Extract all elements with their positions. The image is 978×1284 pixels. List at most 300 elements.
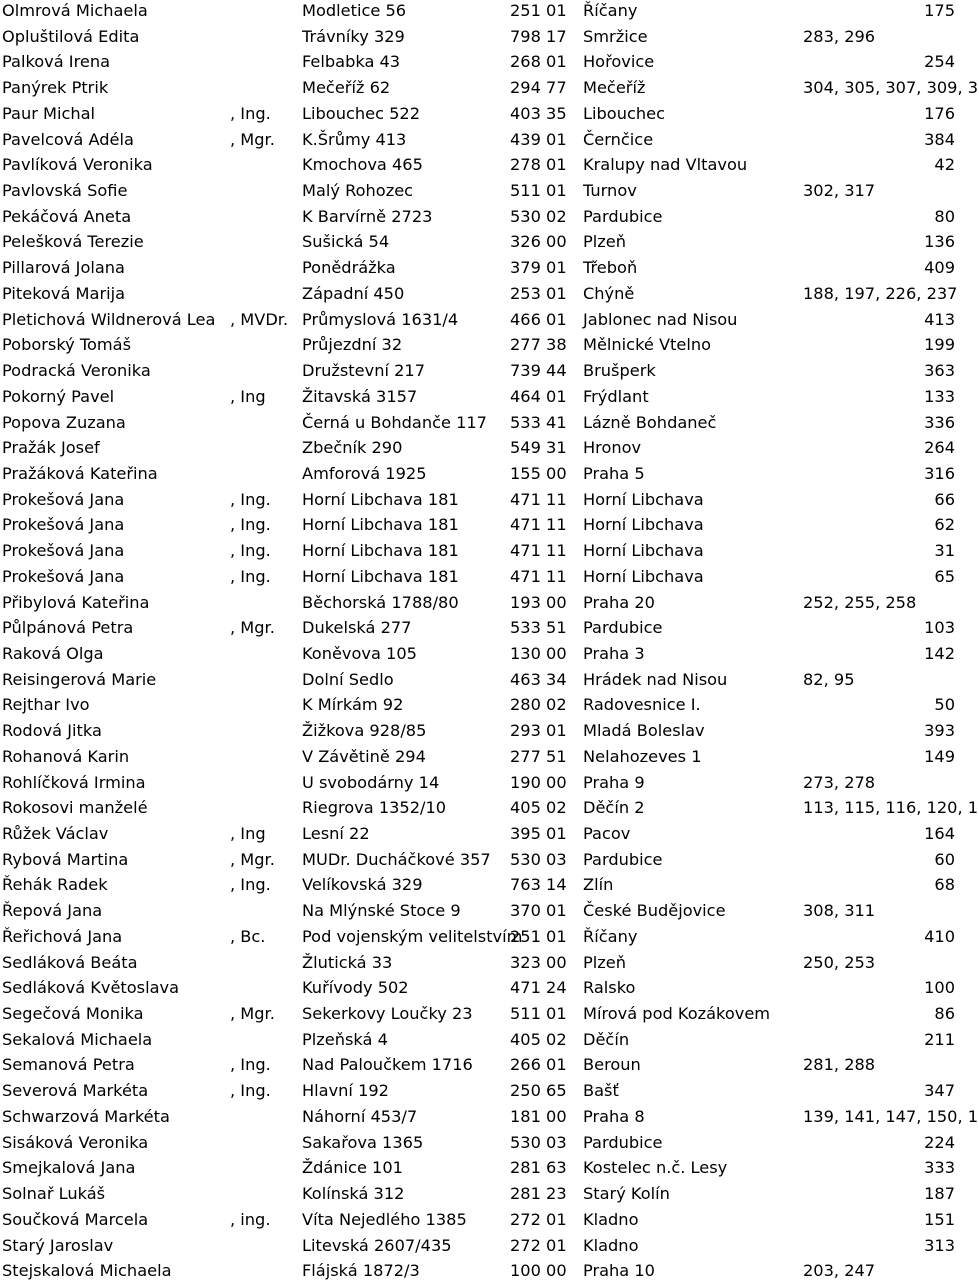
list-row (0, 127, 960, 153)
person-name: Pavlovská Sofie (2, 181, 128, 201)
list-row (0, 152, 960, 178)
street-address: Sušická 54 (302, 232, 390, 252)
page-numbers: 139, 141, 147, 150, 1 (803, 1106, 978, 1126)
page-numbers: 363 (924, 361, 955, 381)
postal-code: 250 65 (510, 1081, 567, 1101)
street-address: Koněvova 105 (302, 643, 417, 663)
list-row (0, 847, 960, 873)
academic-title (230, 975, 302, 1001)
postal-code: 471 24 (510, 978, 567, 998)
street-address: MUDr. Ducháčkové 357 (302, 849, 491, 869)
page-numbers: 187 (924, 1184, 955, 1204)
street-address: Flájská 1872/3 (302, 1261, 420, 1281)
page-numbers: 68 (934, 875, 955, 895)
person-name: Řepová Jana (2, 901, 103, 921)
street-address: Nad Paloučkem 1716 (302, 1055, 473, 1075)
person-name: Pražák Josef (2, 438, 100, 458)
academic-title (230, 178, 302, 204)
street-address: Libouchec 522 (302, 103, 421, 123)
academic-title (230, 255, 302, 281)
street-address: Amforová 1925 (302, 463, 427, 483)
academic-title: , Mgr. (230, 1004, 275, 1024)
city-name: Hořovice (583, 52, 655, 72)
postal-code: 272 01 (510, 1235, 567, 1255)
street-address: Horní Libchava 181 (302, 566, 459, 586)
list-row (0, 487, 960, 513)
page-numbers: 347 (924, 1081, 955, 1101)
street-address: Horní Libchava 181 (302, 541, 459, 561)
list-row (0, 615, 960, 641)
list-row (0, 435, 960, 461)
page-numbers: 283, 296 (803, 26, 876, 46)
postal-code: 253 01 (510, 283, 567, 303)
academic-title: , Ing (230, 386, 266, 406)
street-address: Žlutická 33 (302, 952, 393, 972)
city-name: Praha 20 (583, 592, 655, 612)
person-name: Prokešová Jana (2, 541, 125, 561)
postal-code: 405 02 (510, 1029, 567, 1049)
person-name: Prokešová Jana (2, 515, 125, 535)
street-address: K Mírkám 92 (302, 695, 404, 715)
list-row (0, 1052, 960, 1078)
page-numbers: 413 (924, 309, 955, 329)
academic-title (230, 152, 302, 178)
list-row (0, 692, 960, 718)
city-name: Chýně (583, 283, 635, 303)
page-numbers: 113, 115, 116, 120, 1 (803, 798, 978, 818)
academic-title (230, 229, 302, 255)
city-name: Říčany (583, 926, 638, 946)
list-row (0, 410, 960, 436)
city-name: Bašť (583, 1081, 619, 1101)
academic-title (230, 281, 302, 307)
postal-code: 379 01 (510, 258, 567, 278)
street-address: Na Mlýnské Stoce 9 (302, 901, 461, 921)
page-numbers: 250, 253 (803, 952, 876, 972)
street-address: Malý Rohozec (302, 181, 414, 201)
city-name: Černčice (583, 129, 654, 149)
city-name: Radovesnice I. (583, 695, 701, 715)
street-address: Mečeříž 62 (302, 78, 391, 98)
person-name: Rodová Jitka (2, 721, 102, 741)
postal-code: 405 02 (510, 798, 567, 818)
academic-title (230, 358, 302, 384)
academic-title (230, 1027, 302, 1053)
person-name: Sedláková Beáta (2, 952, 138, 972)
city-name: Mladá Boleslav (583, 721, 705, 741)
city-name: Brušperk (583, 361, 656, 381)
person-name: Rybová Martina (2, 849, 129, 869)
list-row (0, 538, 960, 564)
street-address: Felbabka 43 (302, 52, 401, 72)
city-name: Smržice (583, 26, 648, 46)
academic-title: , Ing. (230, 515, 271, 535)
list-row (0, 872, 960, 898)
list-row (0, 75, 978, 101)
person-name: Pekáčová Aneta (2, 206, 132, 226)
academic-title: , Mgr. (230, 849, 275, 869)
street-address: Kolínská 312 (302, 1184, 405, 1204)
postal-code: 294 77 (510, 78, 567, 98)
postal-code: 763 14 (510, 875, 567, 895)
list-row (0, 950, 960, 976)
postal-code: 130 00 (510, 643, 567, 663)
person-name: Segečová Monika (2, 1004, 144, 1024)
list-row (0, 564, 960, 590)
street-address: Ponědrážka (302, 258, 396, 278)
person-name: Starý Jaroslav (2, 1235, 114, 1255)
city-name: Beroun (583, 1055, 641, 1075)
street-address: Víta Nejedlého 1385 (302, 1209, 467, 1229)
postal-code: 549 31 (510, 438, 567, 458)
person-name: Rohanová Karin (2, 746, 130, 766)
person-name: Půlpánová Petra (2, 618, 134, 638)
academic-title: , Mgr. (230, 129, 275, 149)
city-name: Pacov (583, 824, 631, 843)
street-address: Horní Libchava 181 (302, 515, 459, 535)
list-row (0, 898, 960, 924)
postal-code: 326 00 (510, 232, 567, 252)
street-address: Západní 450 (302, 283, 405, 303)
page-numbers: 42 (934, 155, 955, 175)
page-numbers: 410 (924, 926, 955, 946)
academic-title (230, 1104, 302, 1130)
city-name: Frýdlant (583, 386, 649, 406)
city-name: Mělnické Vtelno (583, 335, 712, 355)
city-name: Kladno (583, 1235, 639, 1255)
academic-title (230, 1155, 302, 1181)
street-address: K.Šrůmy 413 (302, 129, 407, 149)
person-name: Solnař Lukáš (2, 1184, 106, 1204)
list-row (0, 1258, 960, 1284)
academic-title: , Ing. (230, 1055, 271, 1075)
academic-title (230, 898, 302, 924)
list-row (0, 461, 960, 487)
postal-code: 395 01 (510, 824, 567, 843)
page-numbers: 333 (924, 1158, 955, 1178)
page-numbers: 254 (924, 52, 955, 72)
person-name: Přibylová Kateřina (2, 592, 150, 612)
academic-title (230, 667, 302, 693)
city-name: Mečeříž (583, 78, 646, 98)
street-address: K Barvírně 2723 (302, 206, 433, 226)
page-numbers: 409 (924, 258, 955, 278)
academic-title (230, 24, 302, 50)
postal-code: 530 02 (510, 206, 567, 226)
postal-code: 471 11 (510, 515, 567, 535)
page-numbers: 203, 247 (803, 1261, 876, 1281)
page-numbers: 393 (924, 721, 955, 741)
street-address: Dolní Sedlo (302, 669, 394, 689)
street-address: Dukelská 277 (302, 618, 412, 638)
postal-code: 530 03 (510, 849, 567, 869)
list-row (0, 1181, 960, 1207)
list-row (0, 101, 960, 127)
page-numbers: 149 (924, 746, 955, 766)
academic-title (230, 410, 302, 436)
person-name: Podracká Veronika (2, 361, 151, 381)
street-address: Žižkova 928/85 (302, 721, 427, 741)
academic-title (230, 0, 302, 24)
page-numbers: 313 (924, 1235, 955, 1255)
street-address: Průmyslová 1631/4 (302, 309, 459, 329)
street-address: Litevská 2607/435 (302, 1235, 452, 1255)
list-row (0, 1078, 960, 1104)
person-name: Schwarzová Markéta (2, 1106, 170, 1126)
person-name: Rokosovi manželé (2, 798, 148, 818)
list-row (0, 667, 960, 693)
person-name: Rohlíčková Irmina (2, 772, 146, 792)
academic-title: , MVDr. (230, 309, 289, 329)
street-address: Kmochova 465 (302, 155, 423, 175)
city-name: Děčín (583, 1029, 630, 1049)
list-row (0, 924, 960, 950)
city-name: Plzeň (583, 232, 626, 252)
postal-code: 268 01 (510, 52, 567, 72)
postal-code: 280 02 (510, 695, 567, 715)
person-name: Součková Marcela (2, 1209, 149, 1229)
page-numbers: 308, 311 (803, 901, 876, 921)
city-name: Kostelec n.č. Lesy (583, 1158, 728, 1178)
list-row (0, 281, 960, 307)
academic-title (230, 744, 302, 770)
street-address: Pod vojenským velitelstvím (302, 926, 523, 946)
person-name: Smejkalová Jana (2, 1158, 136, 1178)
city-name: Zlín (583, 875, 614, 895)
city-name: Hrádek nad Nisou (583, 669, 728, 689)
academic-title (230, 461, 302, 487)
page-numbers: 304, 305, 307, 309, 3 (803, 78, 978, 98)
page-numbers: 175 (924, 1, 955, 20)
person-name: Poborský Tomáš (2, 335, 132, 355)
street-address: Lesní 22 (302, 824, 370, 843)
person-name: Popova Zuzana (2, 412, 126, 432)
city-name: Horní Libchava (583, 566, 704, 586)
city-name: Kralupy nad Vltavou (583, 155, 748, 175)
list-row (0, 1130, 960, 1156)
academic-title (230, 1181, 302, 1207)
academic-title (230, 590, 302, 616)
postal-code: 471 11 (510, 541, 567, 561)
postal-code: 251 01 (510, 926, 567, 946)
city-name: Nelahozeves 1 (583, 746, 702, 766)
academic-title (230, 1233, 302, 1259)
list-row (0, 255, 960, 281)
postal-code: 739 44 (510, 361, 567, 381)
street-address: U svobodárny 14 (302, 772, 440, 792)
academic-title (230, 1258, 302, 1284)
street-address: Riegrova 1352/10 (302, 798, 447, 818)
academic-title (230, 795, 302, 821)
page-numbers: 176 (924, 103, 955, 123)
page-numbers: 86 (934, 1004, 955, 1024)
postal-code: 193 00 (510, 592, 567, 612)
person-name: Sedláková Květoslava (2, 978, 180, 998)
person-name: Sisáková Veronika (2, 1132, 149, 1152)
list-row (0, 795, 978, 821)
city-name: Pardubice (583, 1132, 663, 1152)
postal-code: 439 01 (510, 129, 567, 149)
person-name: Semanová Petra (2, 1055, 135, 1075)
page-numbers: 142 (924, 643, 955, 663)
postal-code: 533 51 (510, 618, 567, 638)
list-row (0, 770, 960, 796)
list-row (0, 358, 960, 384)
academic-title (230, 75, 302, 101)
city-name: Horní Libchava (583, 515, 704, 535)
person-name: Raková Olga (2, 643, 104, 663)
academic-title (230, 49, 302, 75)
street-address: Žitavská 3157 (302, 386, 418, 406)
city-name: Ralsko (583, 978, 636, 998)
postal-code: 323 00 (510, 952, 567, 972)
postal-code: 471 11 (510, 489, 567, 509)
academic-title: , ing. (230, 1209, 271, 1229)
city-name: Kladno (583, 1209, 639, 1229)
person-name: Opluštilová Edita (2, 26, 140, 46)
list-row (0, 24, 960, 50)
postal-code: 471 11 (510, 566, 567, 586)
page-numbers: 100 (924, 978, 955, 998)
person-name: Stejskalová Michaela (2, 1261, 172, 1281)
postal-code: 466 01 (510, 309, 567, 329)
academic-title (230, 332, 302, 358)
city-name: Praha 8 (583, 1106, 645, 1126)
person-name: Paur Michal (2, 103, 96, 123)
list-row (0, 821, 960, 847)
postal-code: 266 01 (510, 1055, 567, 1075)
page-numbers: 336 (924, 412, 955, 432)
postal-code: 798 17 (510, 26, 567, 46)
city-name: Praha 9 (583, 772, 645, 792)
person-name: Řeřichová Jana (2, 926, 123, 946)
postal-code: 277 38 (510, 335, 567, 355)
academic-title (230, 718, 302, 744)
list-row (0, 1001, 960, 1027)
list-row (0, 384, 960, 410)
person-name: Pavlíková Veronika (2, 155, 153, 175)
city-name: Mírová pod Kozákovem (583, 1004, 771, 1024)
page-numbers: 31 (934, 541, 955, 561)
academic-title (230, 692, 302, 718)
list-row (0, 49, 960, 75)
postal-code: 100 00 (510, 1261, 567, 1281)
person-name: Rejthar Ivo (2, 695, 90, 715)
postal-code: 190 00 (510, 772, 567, 792)
page-numbers: 82, 95 (803, 669, 855, 689)
city-name: Pardubice (583, 206, 663, 226)
list-row (0, 718, 960, 744)
postal-code: 464 01 (510, 386, 567, 406)
academic-title: , Ing. (230, 566, 271, 586)
list-row (0, 229, 960, 255)
city-name: Děčín 2 (583, 798, 645, 818)
list-row (0, 204, 960, 230)
page-numbers: 199 (924, 335, 955, 355)
postal-code: 251 01 (510, 1, 567, 20)
postal-code: 281 23 (510, 1184, 567, 1204)
street-address: Hlavní 192 (302, 1081, 389, 1101)
city-name: Pardubice (583, 618, 663, 638)
street-address: Běchorská 1788/80 (302, 592, 459, 612)
postal-code: 281 63 (510, 1158, 567, 1178)
person-name: Pokorný Pavel (2, 386, 115, 406)
academic-title (230, 435, 302, 461)
list-row (0, 1027, 960, 1053)
street-address: Ždánice 101 (302, 1158, 403, 1178)
city-name: Praha 5 (583, 463, 645, 483)
list-row (0, 1104, 978, 1130)
list-row (0, 0, 960, 24)
academic-title: , Ing. (230, 489, 271, 509)
academic-title: , Ing. (230, 103, 271, 123)
page-numbers: 264 (924, 438, 955, 458)
academic-title (230, 204, 302, 230)
list-row (0, 332, 960, 358)
academic-title (230, 641, 302, 667)
person-name: Pletichová Wildnerová Lea (2, 309, 216, 329)
page-numbers: 164 (924, 824, 955, 843)
page-numbers: 136 (924, 232, 955, 252)
postal-code: 511 01 (510, 181, 567, 201)
city-name: Říčany (583, 1, 638, 20)
postal-code: 272 01 (510, 1209, 567, 1229)
street-address: Zbečník 290 (302, 438, 403, 458)
person-name: Reisingerová Marie (2, 669, 157, 689)
page-numbers: 384 (924, 129, 955, 149)
person-name: Prokešová Jana (2, 489, 125, 509)
person-name: Pražáková Kateřina (2, 463, 158, 483)
list-row (0, 512, 960, 538)
street-address: Trávníky 329 (302, 26, 405, 46)
academic-title: , Mgr. (230, 618, 275, 638)
street-address: V Závětině 294 (302, 746, 426, 766)
person-name: Pavelcová Adéla (2, 129, 134, 149)
postal-code: 463 34 (510, 669, 567, 689)
page-numbers: 103 (924, 618, 955, 638)
city-name: Plzeň (583, 952, 626, 972)
person-name: Řehák Radek (2, 875, 108, 895)
postal-code: 278 01 (510, 155, 567, 175)
city-name: Praha 3 (583, 643, 645, 663)
postal-code: 293 01 (510, 721, 567, 741)
person-name: Sekalová Michaela (2, 1029, 153, 1049)
street-address: Náhorní 453/7 (302, 1106, 418, 1126)
person-name: Severová Markéta (2, 1081, 149, 1101)
city-name: Hronov (583, 438, 642, 458)
academic-title (230, 1130, 302, 1156)
street-address: Velíkovská 329 (302, 875, 423, 895)
street-address: Modletice 56 (302, 1, 407, 20)
street-address: Družstevní 217 (302, 361, 425, 381)
page-numbers: 60 (934, 849, 955, 869)
city-name: Horní Libchava (583, 541, 704, 561)
person-name: Olmrová Michaela (2, 1, 148, 20)
list-row (0, 641, 960, 667)
city-name: Libouchec (583, 103, 665, 123)
list-row (0, 590, 960, 616)
person-name: Piteková Marija (2, 283, 126, 303)
person-name: Panýrek Ptrik (2, 78, 109, 98)
page-numbers: 50 (934, 695, 955, 715)
postal-code: 370 01 (510, 901, 567, 921)
postal-code: 403 35 (510, 103, 567, 123)
street-address: Horní Libchava 181 (302, 489, 459, 509)
list-row (0, 1155, 960, 1181)
academic-title (230, 950, 302, 976)
city-name: Starý Kolín (583, 1184, 670, 1204)
street-address: Plzeňská 4 (302, 1029, 388, 1049)
